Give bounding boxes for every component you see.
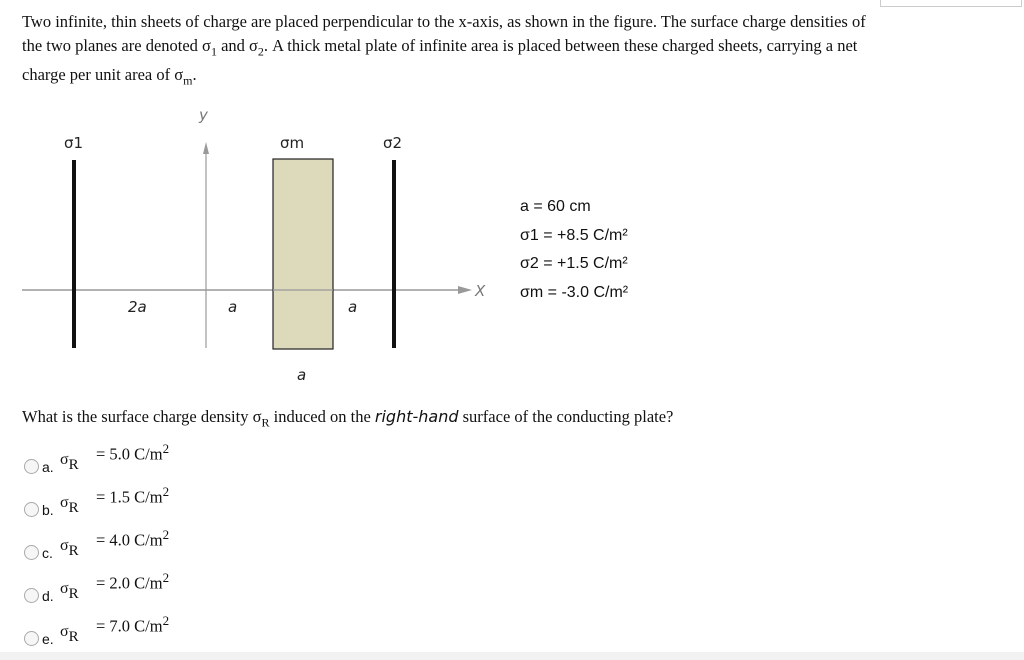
option-value xyxy=(96,484,169,508)
intro-line: Two infinite, thin sheets of charge are placed perpendicular to the x-axis, as shown in the figure. The surface charge densities of xyxy=(22,12,866,31)
option-value xyxy=(96,613,169,637)
sigma-sub: R xyxy=(68,586,79,602)
distance-a: a xyxy=(348,298,358,316)
sigmam-label: σm xyxy=(280,134,305,152)
sigma-sub: R xyxy=(68,543,79,559)
sigma-sub: R xyxy=(68,629,79,645)
param-sigma2: σ2 = +1.5 C/m² xyxy=(520,255,628,272)
exponent: 2 xyxy=(162,441,170,456)
t: and σ xyxy=(216,36,258,55)
exponent: 2 xyxy=(162,613,170,628)
sigma-symbol xyxy=(60,451,79,473)
option-value xyxy=(96,441,169,465)
value: = 4.0 C/m xyxy=(96,530,163,550)
sigma: σ xyxy=(60,537,69,554)
option-letter: b. xyxy=(42,502,54,518)
sigma-symbol xyxy=(60,494,79,516)
option-value xyxy=(96,570,169,594)
bottom-bar xyxy=(0,652,1024,660)
sigma-symbol xyxy=(60,580,79,602)
sigma2-label: σ2 xyxy=(383,134,403,152)
t: 1 xyxy=(210,44,217,59)
value: = 7.0 C/m xyxy=(96,616,163,636)
radio-button[interactable] xyxy=(24,502,39,517)
exponent: 2 xyxy=(162,570,170,585)
intro-line xyxy=(22,63,1002,92)
distance-a: a xyxy=(228,298,238,316)
t: the two planes are denoted σ xyxy=(22,36,211,55)
t: What is the surface charge density σ xyxy=(22,407,262,426)
option-value xyxy=(96,527,169,551)
radio-button[interactable] xyxy=(24,545,39,560)
plate-width-label: a xyxy=(297,366,307,384)
t: surface of the conducting plate? xyxy=(458,407,674,426)
sigma-symbol xyxy=(60,623,79,645)
option-letter: d. xyxy=(42,588,54,604)
t: 2 xyxy=(257,44,264,59)
option-letter: c. xyxy=(42,545,53,561)
metal-plate xyxy=(273,159,333,349)
radio-button[interactable] xyxy=(24,631,39,646)
t: . xyxy=(192,65,197,85)
t: m xyxy=(183,73,193,88)
param-a: a = 60 cm xyxy=(520,198,591,215)
t: induced on the xyxy=(269,407,375,426)
sigma: σ xyxy=(60,494,69,511)
problem-intro xyxy=(22,10,1002,93)
sigma: σ xyxy=(60,451,69,468)
radio-button[interactable] xyxy=(24,459,39,474)
value: = 2.0 C/m xyxy=(96,573,163,593)
sigma: σ xyxy=(60,623,69,640)
sigma-symbol xyxy=(60,537,79,559)
y-arrow-icon xyxy=(203,142,209,154)
intro-line xyxy=(22,34,1002,63)
param-sigma1: σ1 = +8.5 C/m² xyxy=(520,227,628,244)
radio-button[interactable] xyxy=(24,588,39,603)
t: charge per unit area of σ xyxy=(22,65,184,85)
option-letter: e. xyxy=(42,631,54,647)
sigma-sub: R xyxy=(68,500,79,516)
sigma-sub: R xyxy=(68,457,79,473)
x-arrow-icon xyxy=(458,286,472,294)
y-axis-label: y xyxy=(199,106,208,124)
t: R xyxy=(261,415,270,430)
value: = 5.0 C/m xyxy=(96,444,163,464)
sigma: σ xyxy=(60,580,69,597)
t: . A thick metal plate of infinite area is placed between these charged sheets, carrying a net xyxy=(263,36,858,55)
value: = 1.5 C/m xyxy=(96,487,163,507)
exponent: 2 xyxy=(162,484,170,499)
sigma1-label: σ1 xyxy=(64,134,84,152)
option-letter: a. xyxy=(42,459,54,475)
charge-sheets-figure xyxy=(0,100,700,400)
distance-2a: 2a xyxy=(128,298,147,316)
exponent: 2 xyxy=(162,527,170,542)
question-text xyxy=(22,405,1002,434)
top-frame xyxy=(880,0,1022,7)
emphasis: right-hand xyxy=(374,407,459,426)
param-sigmam: σm = -3.0 C/m² xyxy=(520,284,629,301)
x-axis-label: X xyxy=(475,282,486,300)
